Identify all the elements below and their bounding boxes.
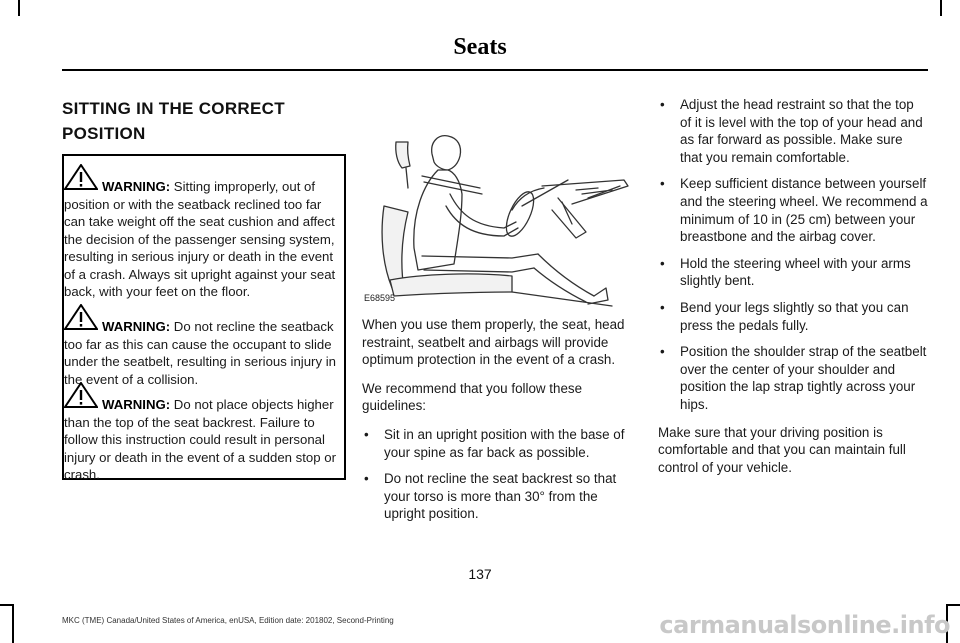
section-title-line1: SITTING IN THE CORRECT	[62, 99, 285, 118]
page-header-title: Seats	[453, 34, 507, 60]
section-title-line2: POSITION	[62, 124, 146, 143]
warning-triangle-icon	[64, 304, 98, 330]
warning-triangle-icon	[64, 382, 98, 408]
section-title	[62, 96, 346, 146]
watermark: carmanualsonline.info	[659, 611, 950, 639]
warning-box	[62, 154, 346, 480]
bullet-icon: •	[364, 426, 369, 442]
bullet-icon: •	[660, 255, 665, 271]
bullet-icon: •	[660, 299, 665, 315]
crop-mark-top-left	[18, 0, 20, 16]
list-item: • Bend your legs slightly so that you can press the pedals fully.	[660, 299, 909, 333]
warning-2-label: WARNING:	[102, 319, 171, 334]
crop-mark-bottom-left-v	[12, 604, 14, 643]
warning-3-label: WARNING:	[102, 397, 171, 412]
bullet-icon: •	[364, 471, 369, 487]
crop-mark-bottom-right-h	[946, 604, 960, 606]
list-item: • Position the shoulder strap of the seatbelt over the center of your shoulder and position the lap strap tightly across your hips.	[660, 344, 927, 412]
middle-column	[362, 316, 632, 533]
recommend-paragraph: We recommend that you follow these guidelines:	[362, 380, 583, 414]
warning-3-text: Do not place objects higher than the top of the seat backrest. Failure to follow this instruction could result in personal injury or death in the event of a sudden stop or crash.	[64, 397, 336, 482]
list-item: • Adjust the head restraint so that the top of it is level with the top of your head and as far forward as possible. Make sure that you remain comfortable.	[660, 97, 923, 165]
list-item: • Sit in an upright position with the base of your spine as far back as possible.	[364, 426, 625, 460]
list-item: • Keep sufficient distance between yourself and the steering wheel. We recommend a minimum of 10 in (25 cm) between your breastbone and the airbag cover.	[660, 176, 928, 245]
guideline-list-right	[658, 96, 928, 414]
bullet-icon: •	[660, 97, 665, 112]
warning-2	[64, 318, 344, 388]
seated-driver-illustration	[362, 128, 632, 308]
header-rule	[62, 69, 928, 71]
list-item: • Hold the steering wheel with your arms slightly bent.	[660, 255, 911, 289]
warning-1	[64, 178, 344, 301]
warning-triangle-icon	[64, 164, 98, 190]
figure-code: E68595	[364, 293, 396, 303]
left-column	[62, 96, 346, 146]
warning-1-label: WARNING:	[102, 179, 171, 194]
right-column	[658, 96, 928, 487]
bullet-icon: •	[660, 176, 665, 192]
warning-3	[64, 396, 344, 484]
warning-2-text: Do not recline the seatback too far as this can cause the occupant to slide under the seatbelt, resulting in serious injury in the event of a collision.	[64, 319, 336, 387]
bullet-icon: •	[660, 344, 665, 360]
footer-edition-text: MKC (TME) Canada/United States of America, enUSA, Edition date: 201802, Second-Printing	[62, 616, 394, 625]
warning-1-text: Sitting improperly, out of position or with the seatback reclined too far can take weight off the seat cushion and affect the decision of the passenger sensing system, resulting in serious injury or death in the event of a crash. Always sit upright against your seat back, with your feet on the floor.	[64, 179, 336, 299]
list-item: • Do not recline the seat backrest so that your torso is more than 30° from the upright position.	[364, 471, 617, 522]
crop-mark-bottom-left-h	[0, 604, 14, 606]
closing-paragraph: Make sure that your driving position is comfortable and that you can maintain full control of your vehicle.	[658, 424, 906, 475]
crop-mark-top-right	[940, 0, 942, 16]
page-number: 137	[468, 566, 492, 582]
intro-paragraph: When you use them properly, the seat, head restraint, seatbelt and airbags will provide optimum protection in the event of a crash.	[362, 317, 625, 368]
guideline-list-middle	[362, 426, 632, 523]
